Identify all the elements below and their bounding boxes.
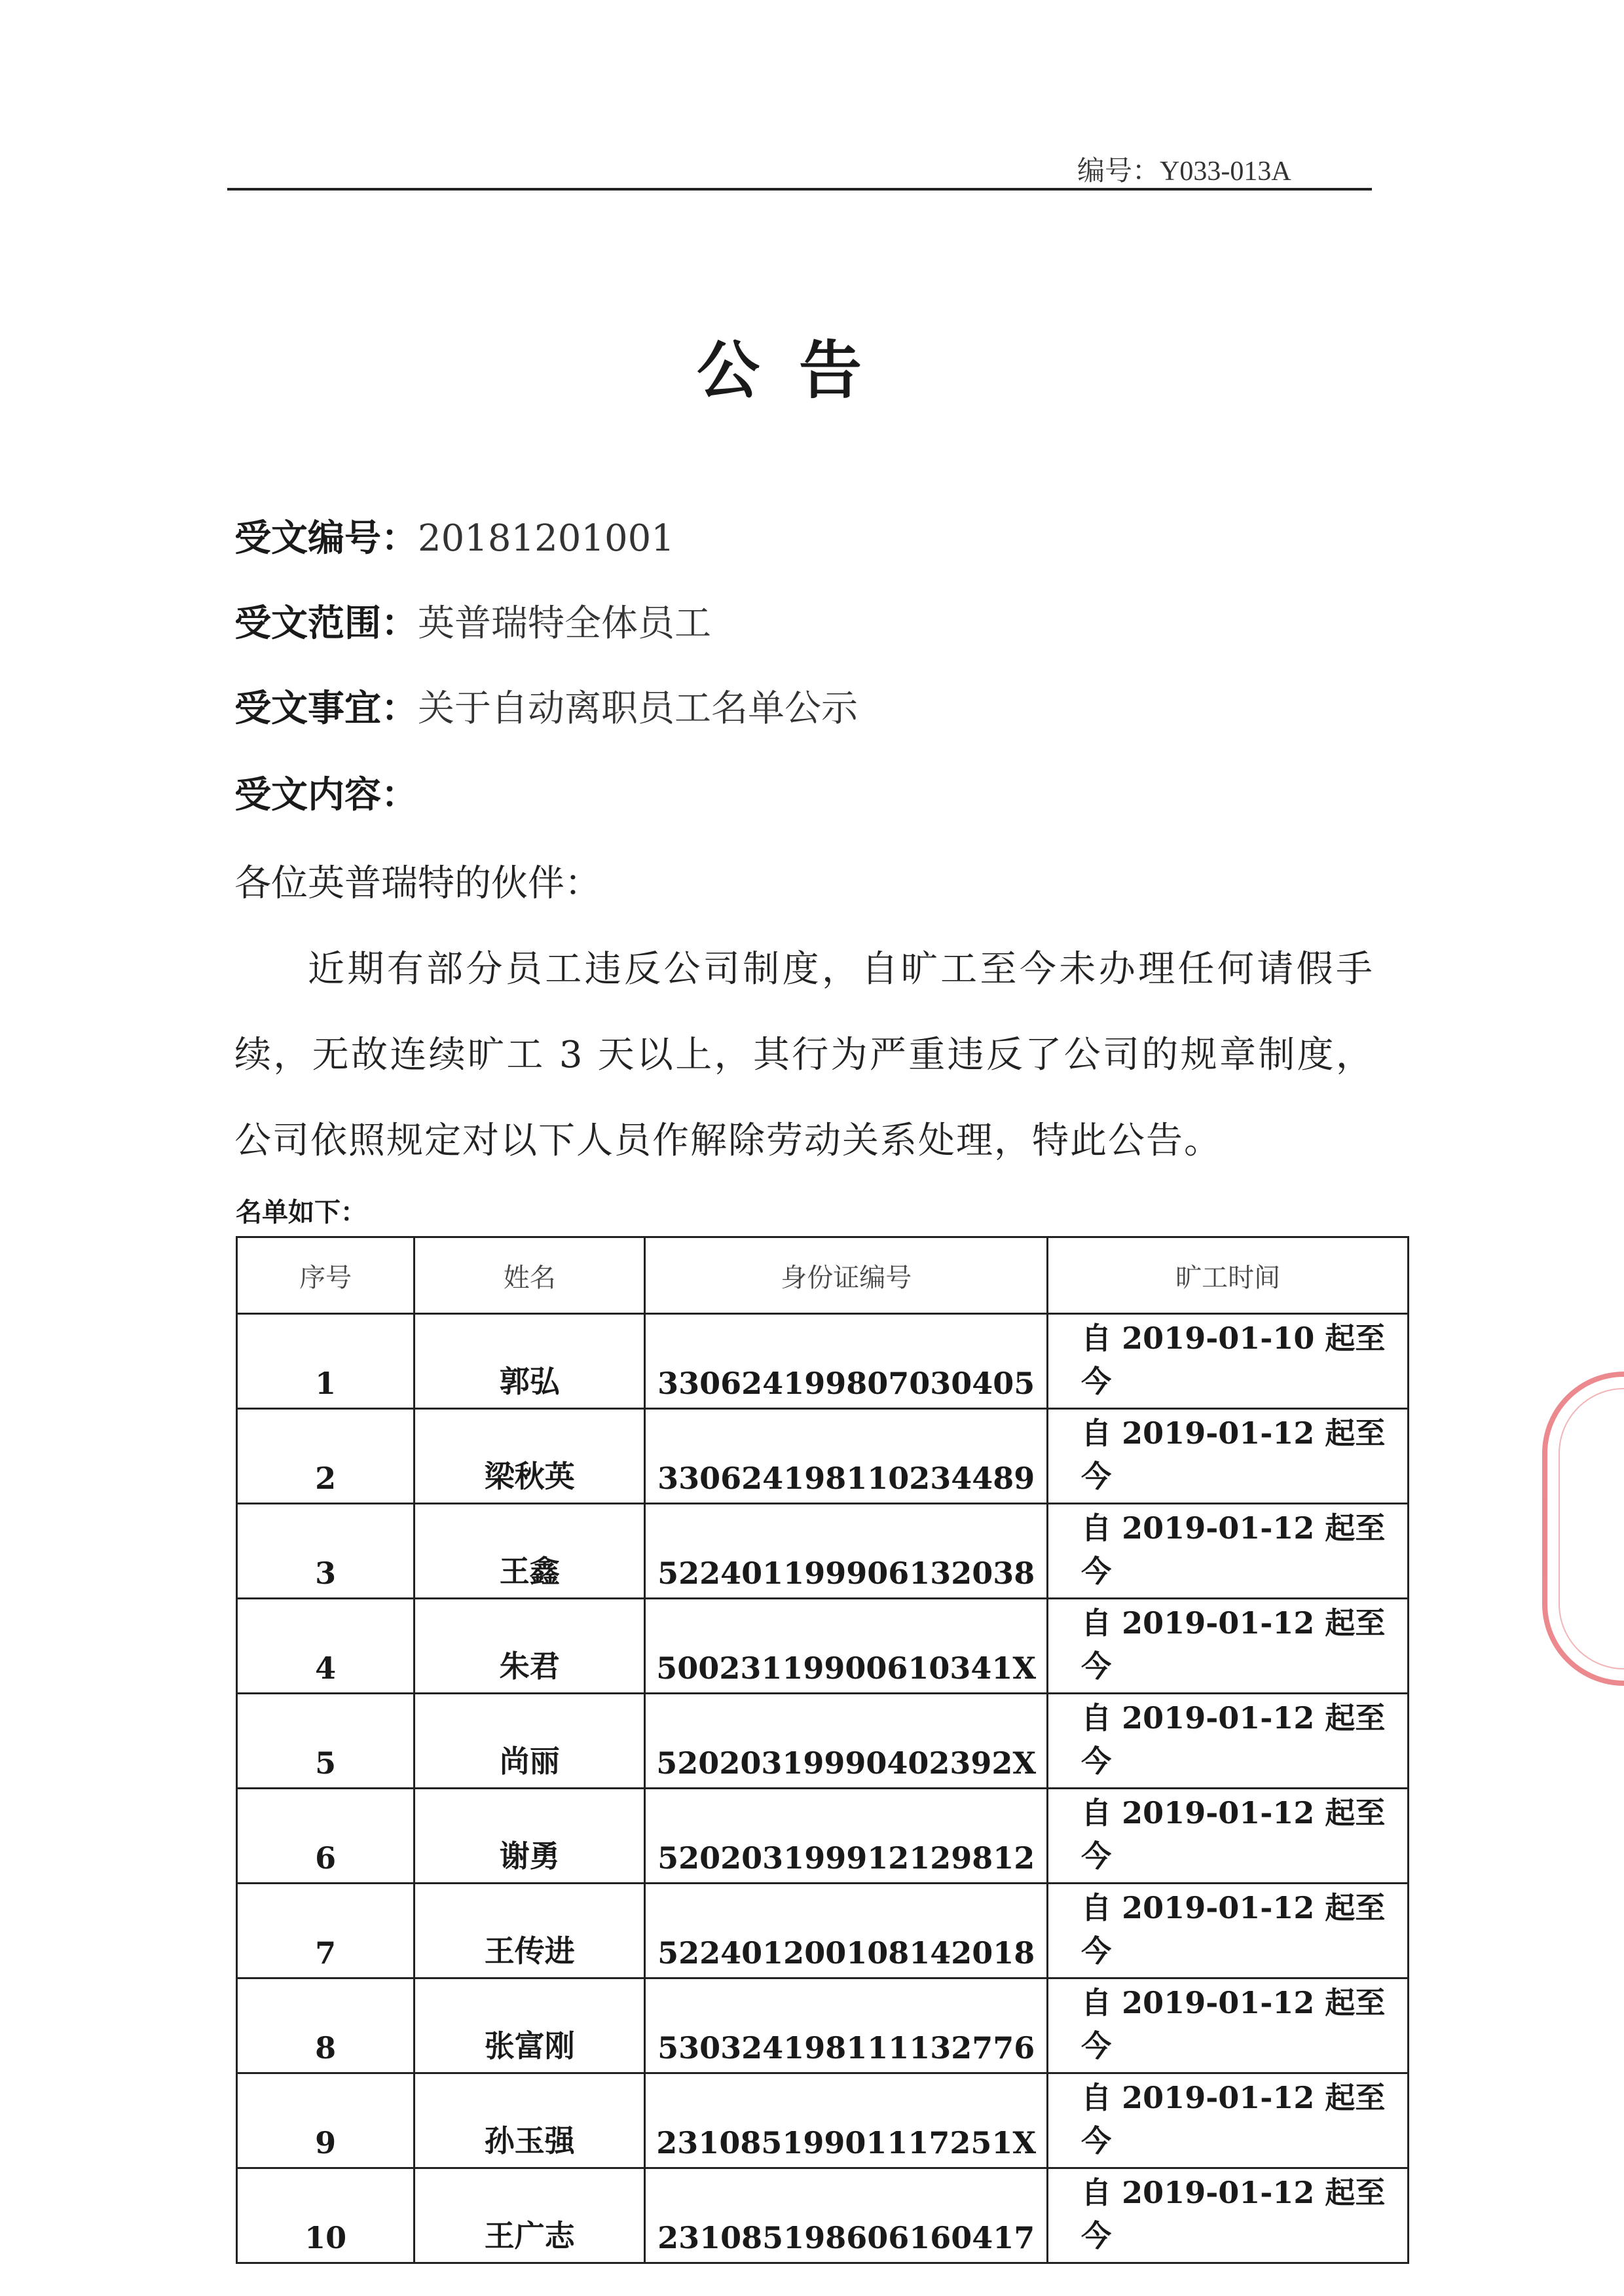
cell-index: 6 (237, 1789, 415, 1884)
cell-index: 3 (237, 1504, 415, 1599)
header-absence: 旷工时间 (1048, 1237, 1409, 1314)
table-row (237, 1409, 1409, 1504)
cell-absence: 自 2019-01-12 起至今 (1048, 1409, 1409, 1504)
cell-id: 23108519901117251X (645, 2073, 1048, 2168)
notice-paragraph: 近期有部分员工违反公司制度，自旷工至今未办理任何请假手续，无故连续旷工 3 天以上，其行为严重违反了公司的规章制度，公司依照规定对以下人员作解除劳动关系处理，特此公告。 (234, 948, 1374, 1162)
header-index: 序号 (237, 1237, 415, 1314)
field-label: 受文事宜： (234, 687, 418, 730)
table-row (237, 1789, 1409, 1884)
cell-name: 王传进 (415, 1884, 645, 1978)
cell-absence: 自 2019-01-12 起至今 (1048, 1884, 1409, 1978)
table-row (237, 1978, 1409, 2073)
cell-id: 522401199906132038 (645, 1504, 1048, 1599)
cell-name: 郭弘 (415, 1314, 645, 1409)
table-row (237, 1694, 1409, 1789)
field-value: 关于自动离职员工名单公示 (418, 687, 858, 730)
cell-name: 朱君 (415, 1599, 645, 1694)
cell-name: 王鑫 (415, 1504, 645, 1599)
field-value: 20181201001 (418, 517, 674, 560)
field-label: 受文内容： (234, 773, 418, 816)
header-rule (227, 188, 1372, 191)
cell-index: 7 (237, 1884, 415, 1978)
field-scope (234, 594, 711, 647)
cell-id: 520203199912129812 (645, 1789, 1048, 1884)
cell-name: 张富刚 (415, 1978, 645, 2073)
cell-id: 330624199807030405 (645, 1314, 1048, 1409)
table-row (237, 1599, 1409, 1694)
table-row (237, 2073, 1409, 2168)
document-number: 编号：Y033-013A (1077, 156, 1291, 187)
cell-index: 8 (237, 1978, 415, 2073)
table-row (237, 1314, 1409, 1409)
company-seal-inner-ring (1559, 1388, 1624, 1669)
cell-absence: 自 2019-01-12 起至今 (1048, 1504, 1409, 1599)
cell-id: 50023119900610341X (645, 1599, 1048, 1694)
cell-absence: 自 2019-01-12 起至今 (1048, 2073, 1409, 2168)
cell-absence: 自 2019-01-10 起至今 (1048, 1314, 1409, 1409)
cell-absence: 自 2019-01-12 起至今 (1048, 2168, 1409, 2263)
list-label: 名单如下： (236, 1197, 367, 1228)
field-label: 受文范围： (234, 602, 418, 645)
page-title: 公告 (697, 333, 901, 407)
field-content (234, 766, 418, 818)
cell-index: 2 (237, 1409, 415, 1504)
cell-absence: 自 2019-01-12 起至今 (1048, 1978, 1409, 2073)
cell-id: 52020319990402392X (645, 1694, 1048, 1789)
cell-index: 4 (237, 1599, 415, 1694)
cell-absence: 自 2019-01-12 起至今 (1048, 1789, 1409, 1884)
cell-absence: 自 2019-01-12 起至今 (1048, 1599, 1409, 1694)
field-label: 受文编号： (234, 517, 418, 560)
cell-id: 522401200108142018 (645, 1884, 1048, 1978)
table-row (237, 1504, 1409, 1599)
dismissal-table (236, 1236, 1409, 2264)
table-header-row (237, 1237, 1409, 1314)
cell-name: 王广志 (415, 2168, 645, 2263)
cell-name: 梁秋英 (415, 1409, 645, 1504)
field-doc-number (234, 509, 674, 562)
cell-index: 5 (237, 1694, 415, 1789)
cell-name: 尚丽 (415, 1694, 645, 1789)
cell-name: 谢勇 (415, 1789, 645, 1884)
field-subject (234, 680, 858, 732)
cell-index: 1 (237, 1314, 415, 1409)
table-row (237, 1884, 1409, 1978)
cell-index: 10 (237, 2168, 415, 2263)
cell-id: 330624198110234489 (645, 1409, 1048, 1504)
cell-id: 231085198606160417 (645, 2168, 1048, 2263)
cell-id: 530324198111132776 (645, 1978, 1048, 2073)
field-value: 英普瑞特全体员工 (418, 602, 711, 645)
cell-absence: 自 2019-01-12 起至今 (1048, 1694, 1409, 1789)
header-name: 姓名 (415, 1237, 645, 1314)
table-row (237, 2168, 1409, 2263)
cell-index: 9 (237, 2073, 415, 2168)
greeting: 各位英普瑞特的伙伴： (234, 862, 601, 905)
header-id: 身份证编号 (645, 1237, 1048, 1314)
cell-name: 孙玉强 (415, 2073, 645, 2168)
